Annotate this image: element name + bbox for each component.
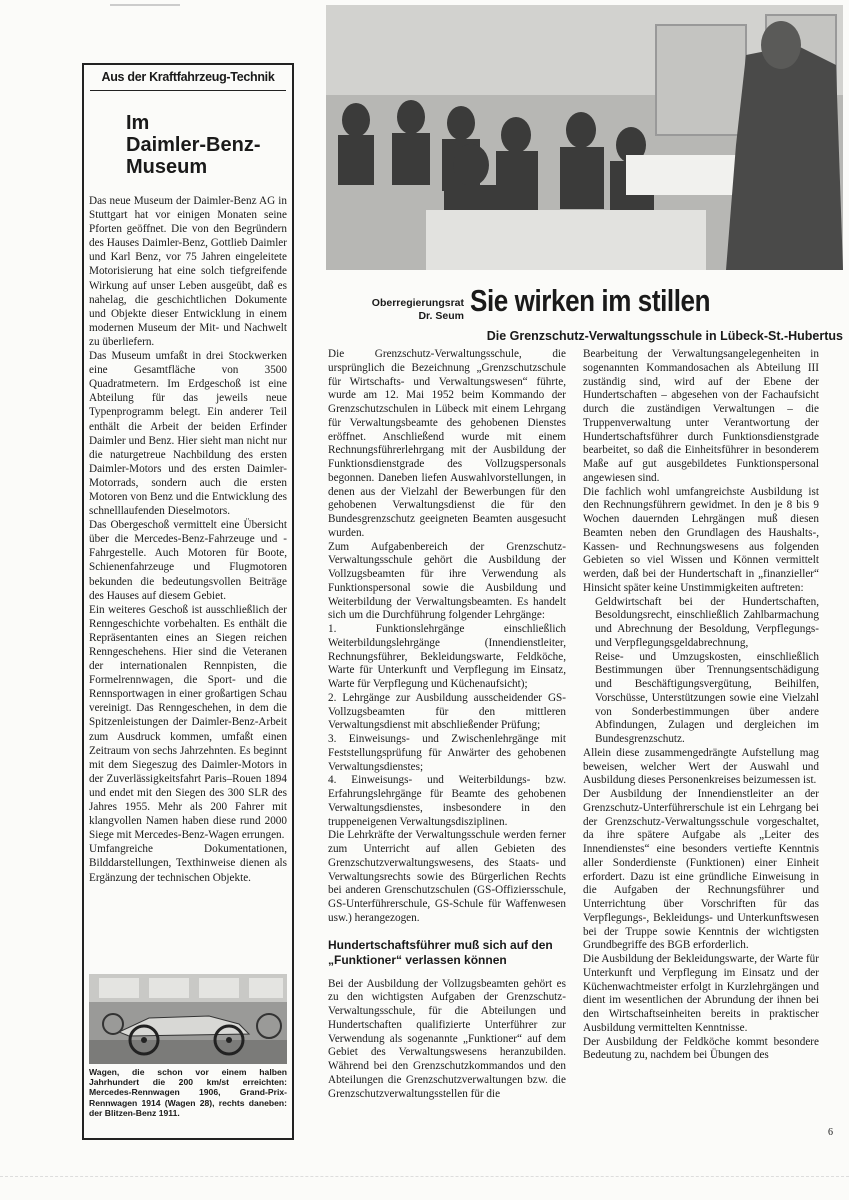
article-subheadline: Die Grenzschutz-Verwaltungsschule in Lübeck-St.-Hubertus [486, 329, 843, 343]
paragraph: Der Ausbildung der Feldköche kommt besondere Bedeutung zu, nachdem bei Übungen des [583, 1035, 819, 1062]
list-item: 2. Lehrgänge zur Ausbildung ausscheidender GS-Vollzugsbeamten für den mittleren Verwaltungsdienst mit abschließender Prüfung; [328, 691, 566, 732]
rubric-heading: Aus der Kraftfahrzeug-Technik [101, 70, 275, 84]
article-column-2 [583, 348, 819, 1063]
paragraph: Der Ausbildung der Innendienstleiter an der Grenzschutz-Unterführerschule ist ein Lehrgang bei der Grenzschutz-Verwaltungsschule vorgeschaltet, da ihre spätere Aufgabe als „Leiter des Innendienstes“ eine besonders vertiefte Kenntnis aller Sonderdienste (Funktionen) einer Einheit erfordert. Dazu ist eine gründliche Einweisung in die Aufgaben der Rechnungsführer und Unterrichtung über Vorschriften für das Verpflegungs-, Bekleidungs- und Unterkunftswesen bei der Truppe sowie Kenntnis der wichtigsten Grundbegriffe des BGB erforderlich. [583, 788, 819, 952]
article-column-1 [328, 348, 566, 1101]
classroom-photo [326, 5, 843, 270]
classroom-illustration [326, 5, 843, 270]
paragraph: Zum Aufgabenbereich der Grenzschutz-Verwaltungsschule gehört die Ausbildung der Vollzugsbeamten für ihre Verwendung als Funktionspersonal sowie die Ausbildung und Weiterbildung der Verwaltungsbeamten. Es handelt sich um die Durchführung folgender Lehrgänge: [328, 540, 566, 622]
car-illustration [89, 974, 287, 1064]
sidebar-article-body [89, 194, 287, 885]
title-line: Museum [126, 156, 208, 178]
title-line: Daimler-Benz- [126, 134, 261, 156]
photo-caption: Wagen, die schon vor einem halben Jahrhundert die 200 km/st erreichten: Mercedes-Rennwagen 1906, Grand-Prix-Rennwagen 1914 (Wagen 28), rechts daneben: der Blitzen-Benz 1911. [89, 1067, 287, 1118]
section-subheading: Hundertschaftsführer muß sich auf den „Funktioner“ verlassen können [328, 937, 553, 967]
page-number: 6 [828, 1127, 833, 1138]
paragraph: Umfangreiche Dokumentationen, Bilddarstellungen, Texthinweise dienen als Ergänzung der technischen Objekte. [89, 843, 287, 884]
paragraph: Allein diese zusammengedrängte Aufstellung mag beweisen, welcher Wert der Auswahl und Ausbildung dieses Personenkreises beizumessen ist. [583, 746, 819, 787]
paragraph: Die Ausbildung der Bekleidungswarte, der Warte für Unterkunft und Verpflegung im Einsatz und der Küchenwachtmeister erfolgt in Kurzlehrgängen und dient im wesentlichen der Abrundung der ihnen bei den Wirtschaftseinheiten bereits in praktischer Ausbildung vermittelten Kenntnisse. [583, 953, 819, 1034]
author-name: Dr. Seum [418, 309, 464, 322]
paragraph: Das Museum umfaßt in drei Stockwerken eine Gesamtfläche von 3500 Quadratmetern. Im Erdgeschoß ist eine Abteilung für das jeweils neue Typenprogramm belegt. Ein anderer Teil enthält die Arbeit der beiden Erfinder Daimler und Benz. Hier sieht man nicht nur die naturgetreue Nachbildung des ersten Daimler-Motors und des ersten Daimler-Motorrads, sondern auch die ersten Motoren von Benz und die Entwicklung des schnelllaufenden Dieselmotors. [89, 350, 287, 518]
indented-list-item: Geldwirtschaft bei der Hundertschaften, Besoldungsrecht, einschließlich Zahlbarmachung und Abrechnung der Besoldung, Verpflegungs- und Verpflegungsgeldabrechnung, [595, 595, 819, 649]
museum-cars-photo [89, 974, 287, 1064]
rubric-divider [90, 90, 286, 91]
sidebar-article-title [126, 112, 286, 178]
article-headline: Sie wirken im stillen [470, 283, 711, 318]
indented-list-item: Reise- und Umzugskosten, einschließlich Bestimmungen über Trennungsentschädigung und Beschäftigungsvergütung, Beihilfen, Vorschüsse, Unterstützungen sowie eine Vielzahl von Sonderbestimmungen über andere Abfindungen, Zulagen und dergleichen im Bundesgrenzschutz. [595, 650, 819, 745]
list-item: 1. Funktionslehrgänge einschließlich Weiterbildungslehrgänge (Innendienstleiter, Rechnungsführer, Bekleidungswarte, Feldköche, Warte für Unterkunft und Verpflegung im Einsatz, Warte für Verpflegung und Küchenaufsicht); [328, 623, 566, 690]
paragraph: Bei der Ausbildung der Vollzugsbeamten gehört es zu den wichtigsten Aufgaben der Grenzschutz-Verwaltungsschule, für die Abteilungen und Hundertschaften qualifizierte Unterführer zur Verwendung als sogenannte „Funktioner“ auf dem Gebiet des Verwaltungswesens heranzubilden. Während bei den Grenzschutzkommandos und den Abteilungen die Grenzschutzverwaltungen bzw. die Grenzschutzverwaltungsstellen für die [328, 977, 566, 1100]
scan-mark [110, 4, 180, 6]
paragraph: Bearbeitung der Verwaltungsangelegenheiten in sogenannten Kommandosachen als Abteilung III zuständig sind, wird auf der Ebene der Hundertschaften – abgesehen von der Fachaufsicht durch die zuständigen Verwaltungen – die Truppenverwaltung unter Verantwortung der Hundertschaftsführer durch Funktionsdienstgrade bearbeitet, so daß die Einheitsführer in besonderem Maße auf gut ausgebildetes Funktionspersonal angewiesen sind. [583, 348, 819, 484]
paragraph: Die Grenzschutz-Verwaltungsschule, die ursprünglich die Bezeichnung „Grenzschutzschule für Wirtschafts- und Verwaltungswesen“ führte, wurde am 12. Mai 1952 beim Kommando der Grenzschutzschulen in Lübeck mit einem Lehrgang für Verwaltungsbeamte des gehobenen Dienstes eröffnet. Anschließend wurde mit einem Rechnungsführerlehrgang mit der Ausbildung der Funktionsdienstgrade des Vollzugspersonals begonnen. Daneben liefen Auswahlvorstellungen, in denen aus der Vielzahl der Bewerbungen für den gehobenen Verwaltungsdienst die für den Bundesgrenzschutz geeigneten Beamten ausgesucht wurden. [328, 348, 566, 539]
paragraph: Die Lehrkräfte der Verwaltungsschule werden ferner zum Unterricht auf allen Gebieten des Grenzschutzverwaltungswesens, des Staats- und Verwaltungsrechts sowie des Bürgerlichen Rechts bei anderen Grenschutzschulen (GS-Offiziersschule, GS-Unterführerschule, GS-Schule für Waffenwesen usw.) herangezogen. [328, 829, 566, 924]
title-line: Im [126, 112, 150, 134]
author-title: Oberregierungsrat [371, 297, 464, 309]
page-fold-line [0, 1176, 849, 1177]
list-item: 4. Einweisungs- und Weiterbildungs- bzw. Erfahrungslehrgänge für Beamte des gehobenen Verwaltungsdienstes, insbesondere in den truppeneigenen Verwaltungsdisziplinen. [328, 774, 566, 828]
list-item: 3. Einweisungs- und Zwischenlehrgänge mit Feststellungsprüfung für Anwärter des gehobenen Verwaltungsdienstes; [328, 733, 566, 773]
paragraph: Die fachlich wohl umfangreichste Ausbildung ist den Rechnungsführern gewidmet. In den je 8 bis 9 Wochen dauernden Lehrgängen muß diesen Beamten neben den Grundlagen des Haushalts-, Kassen- und Rechnungswesens aus folgenden Gebieten so viel Wissen und Können vermittelt werden, daß bei der Hundertschaft in „finanzieller“ Hinsicht später keine Unstimmigkeiten auftreten: [583, 485, 819, 594]
paragraph: Das Obergeschoß vermittelt eine Übersicht über die Mercedes-Benz-Fahrzeuge und -Fahrgestelle. Auch Motoren für Boote, Schienenfahrzeuge und Flugmotoren bekunden die bedeutungsvollen Beiträge des Hauses auf diesem Gebiet. [89, 519, 287, 602]
byline [330, 297, 464, 322]
paragraph: Ein weiteres Geschoß ist ausschließlich der Renngeschichte vorbehalten. Es enthält die Repräsentanten eines an Siegen reichen Renngeschehens. Hier sind die Veteranen der internationalen Rennpisten, die Formelrennwagen, die Sport- und die Rennsportwagen in einer großartigen Schau vereinigt. Das Renngeschehen, in dem die Spitzenleistungen der Daimler-Benz-Arbeit zum Ausdruck kommen, umfaßt einen Zeitraum von sechs Jahrzehnten. Es beginnt mit dem Siegeszug des Daimler-Motors in der Zuverlässigkeitsfahrt Paris–Rouen 1894 und endet mit den Siegen des 300 SLR des Jahres 1955. Mehr als 200 Fahrer mit klangvollen Namen haben diese rund 2000 Siege mit Mercedes-Benz-Wagen errungen. [89, 603, 287, 842]
paragraph: Das neue Museum der Daimler-Benz AG in Stuttgart hat vor einigen Monaten seine Pforten geöffnet. Die von den Begründern des Hauses Daimler-Benz, Gottlieb Daimler und Karl Benz, vor 75 Jahren eingeleitete Motorisierung hat eine solch tiefgreifende Wirkung auf unser Leben ausgeübt, daß es nahelag, die geschichtlichen Dokumente und Objekte dieser Entwicklung in einem modernen Museum der Mit- und Nachwelt zu überliefern. [89, 195, 287, 348]
